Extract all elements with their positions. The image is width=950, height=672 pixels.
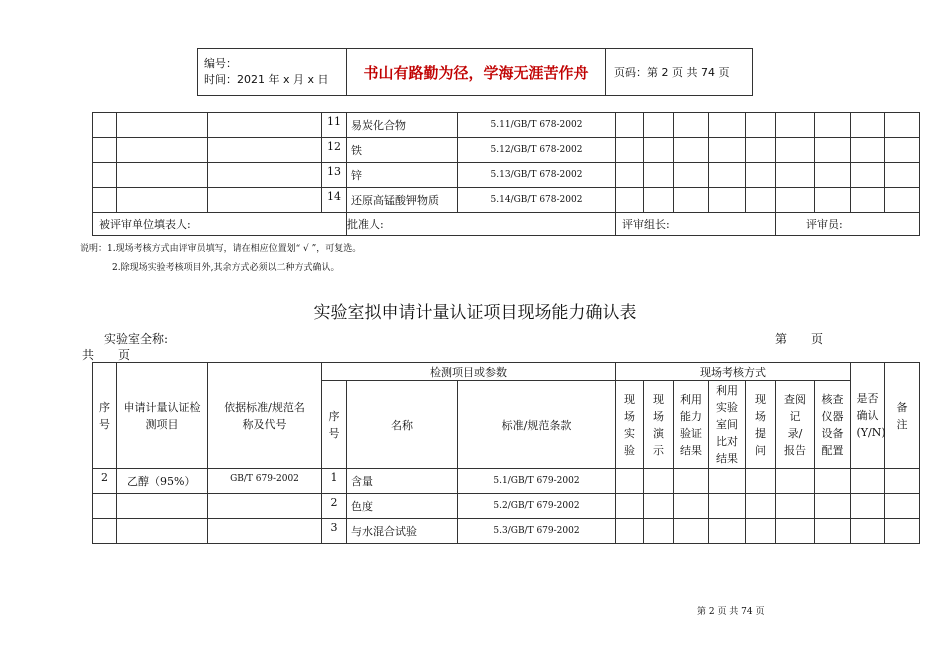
number-label: 编号：	[204, 57, 237, 70]
signature-row	[93, 213, 920, 236]
table-row	[93, 138, 920, 163]
method-group-header: 现场考核方式	[616, 363, 851, 381]
clause: 5.2/GB/T 679-2002	[458, 494, 616, 519]
header-row	[93, 363, 920, 381]
row-number: 14	[322, 188, 347, 213]
seq-cell	[93, 494, 117, 519]
clause-header: 标准/规范条款	[458, 381, 616, 469]
clause: 5.1/GB/T 679-2002	[458, 469, 616, 494]
confirm-header: 是否确认(Y/N)	[851, 363, 885, 469]
page-number-label: 第 页	[775, 332, 824, 346]
seq-cell	[93, 519, 117, 544]
table-row	[93, 494, 920, 519]
clause: 5.14/GB/T 678-2002	[458, 188, 616, 213]
sub-seq-cell: 3	[322, 519, 347, 544]
seq-cell: 2	[93, 469, 117, 494]
sub-seq-cell: 2	[322, 494, 347, 519]
clause: 5.12/GB/T 678-2002	[458, 138, 616, 163]
item-cell	[117, 494, 208, 519]
param-name: 含量	[347, 469, 458, 494]
standard-cell	[208, 494, 322, 519]
clause: 5.3/GB/T 679-2002	[458, 519, 616, 544]
method-question-header: 现场提问	[746, 381, 776, 469]
header-info	[198, 49, 347, 96]
remark-header: 备注	[885, 363, 920, 469]
param-name: 还原高锰酸钾物质	[347, 188, 458, 213]
name-header: 名称	[347, 381, 458, 469]
param-group-header: 检测项目或参数	[322, 363, 616, 381]
row-number: 13	[322, 163, 347, 188]
method-equipment-header: 核查仪器设备配置	[815, 381, 851, 469]
row-number: 11	[322, 113, 347, 138]
clause: 5.13/GB/T 678-2002	[458, 163, 616, 188]
param-name: 易炭化合物	[347, 113, 458, 138]
document-header	[197, 48, 753, 96]
param-name: 与水混合试验	[347, 519, 458, 544]
page-footer: 第 2 页 共 74 页	[697, 607, 765, 617]
table-row	[93, 519, 920, 544]
lab-name-label: 实验室全称:	[104, 332, 169, 346]
table-row	[93, 163, 920, 188]
continuation-table	[92, 112, 920, 236]
item-header: 申请计量认证检测项目	[117, 363, 208, 469]
row-number: 12	[322, 138, 347, 163]
standard-cell: GB/T 679-2002	[208, 469, 322, 494]
method-records-header: 查阅记录/报告	[776, 381, 815, 469]
param-name: 铁	[347, 138, 458, 163]
motto: 书山有路勤为径，学海无涯苦作舟	[347, 49, 606, 96]
approver-label: 批准人:	[347, 213, 616, 236]
param-name: 色度	[347, 494, 458, 519]
form-title: 实验室拟申请计量认证项目现场能力确认表	[313, 303, 637, 323]
filler-label: 被评审单位填表人:	[93, 213, 347, 236]
note-1: 说明：1.现场考核方式由评审员填写，请在相应位置划“ √ ”，可复选。	[80, 244, 362, 254]
method-proficiency-header: 利用能力验证结果	[674, 381, 709, 469]
method-demo-header: 现场演示	[644, 381, 674, 469]
table-row	[93, 113, 920, 138]
method-onsite-test-header: 现场实验	[616, 381, 644, 469]
note-2: 2.除现场实验考核项目外,其余方式必须以二种方式确认。	[112, 263, 340, 273]
item-cell: 乙醇（95%）	[117, 469, 208, 494]
page-total-label: 共 页	[82, 348, 131, 362]
param-name: 锌	[347, 163, 458, 188]
time-label: 时间：2021 年 x 月 x 日	[204, 73, 329, 86]
standard-header: 依据标准/规范名称及代号	[208, 363, 322, 469]
reviewer-label: 评审员:	[776, 213, 920, 236]
clause: 5.11/GB/T 678-2002	[458, 113, 616, 138]
item-cell	[117, 519, 208, 544]
page-label: 页码：第 2 页 共 74 页	[606, 49, 753, 96]
capability-table	[92, 362, 920, 544]
table-row	[93, 469, 920, 494]
seq-header: 序号	[93, 363, 117, 469]
method-interlab-header: 利用实验室间比对结果	[709, 381, 746, 469]
table-row	[93, 188, 920, 213]
sub-seq-header: 序号	[322, 381, 347, 469]
sub-seq-cell: 1	[322, 469, 347, 494]
leader-label: 评审组长:	[616, 213, 776, 236]
standard-cell	[208, 519, 322, 544]
